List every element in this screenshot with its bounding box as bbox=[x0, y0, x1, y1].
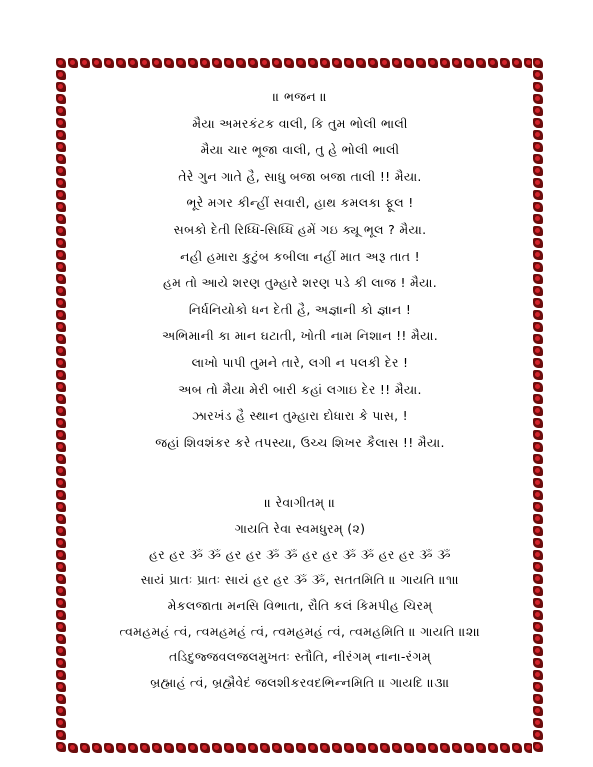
border-ornament-icon bbox=[55, 297, 67, 309]
border-ornament-icon bbox=[532, 573, 544, 585]
border-ornament-icon bbox=[139, 57, 151, 69]
border-ornament-icon bbox=[532, 225, 544, 237]
border-ornament-icon bbox=[55, 333, 67, 345]
border-ornament-icon bbox=[55, 705, 67, 717]
decorative-border-left bbox=[55, 57, 67, 754]
border-ornament-icon bbox=[532, 321, 544, 333]
revagitam-line: સાયં પ્રાતઃ પ્રાતઃ સાયં હર હર ૐ ૐ, સતતમિતિ ॥ ગાયતિ ॥૧॥ bbox=[140, 572, 460, 588]
border-ornament-icon bbox=[532, 273, 544, 285]
border-ornament-icon bbox=[55, 441, 67, 453]
border-ornament-icon bbox=[55, 597, 67, 609]
border-ornament-icon bbox=[55, 657, 67, 669]
border-ornament-icon bbox=[379, 57, 391, 69]
bhajan-line: તેરે ગુન ગાતે હૈ, સાધુ બજા બજા તાલી !! મૈયા. bbox=[178, 168, 422, 184]
border-ornament-icon bbox=[415, 57, 427, 69]
border-ornament-icon bbox=[532, 117, 544, 129]
border-ornament-icon bbox=[55, 729, 67, 741]
border-ornament-icon bbox=[55, 609, 67, 621]
decorative-border-top bbox=[55, 57, 544, 69]
border-ornament-icon bbox=[55, 741, 67, 753]
border-ornament-icon bbox=[532, 393, 544, 405]
border-ornament-icon bbox=[532, 69, 544, 81]
border-ornament-icon bbox=[415, 742, 427, 754]
border-ornament-icon bbox=[55, 549, 67, 561]
border-ornament-icon bbox=[55, 465, 67, 477]
border-ornament-icon bbox=[532, 513, 544, 525]
border-ornament-icon bbox=[175, 742, 187, 754]
border-ornament-icon bbox=[532, 633, 544, 645]
border-ornament-icon bbox=[55, 321, 67, 333]
section-spacer bbox=[80, 456, 520, 490]
border-ornament-icon bbox=[427, 742, 439, 754]
border-ornament-icon bbox=[55, 129, 67, 141]
border-ornament-icon bbox=[115, 742, 127, 754]
bhajan-line: હમ તો આયે શરણ તુમ્હારે શરણ પડે કી લાજ ! મૈયા. bbox=[162, 275, 438, 291]
border-ornament-icon bbox=[175, 57, 187, 69]
border-ornament-icon bbox=[463, 742, 475, 754]
border-ornament-icon bbox=[55, 57, 67, 69]
border-ornament-icon bbox=[532, 165, 544, 177]
border-ornament-icon bbox=[532, 153, 544, 165]
border-ornament-icon bbox=[307, 742, 319, 754]
border-ornament-icon bbox=[439, 742, 451, 754]
border-ornament-icon bbox=[91, 742, 103, 754]
border-ornament-icon bbox=[532, 201, 544, 213]
border-ornament-icon bbox=[532, 525, 544, 537]
border-ornament-icon bbox=[532, 657, 544, 669]
border-ornament-icon bbox=[532, 249, 544, 261]
border-ornament-icon bbox=[532, 441, 544, 453]
border-ornament-icon bbox=[532, 345, 544, 357]
border-ornament-icon bbox=[271, 742, 283, 754]
revagitam-subtitle: ગાયતિ રેવા સ્વમધુરમ્ (૨) bbox=[234, 521, 366, 536]
border-ornament-icon bbox=[343, 742, 355, 754]
border-ornament-icon bbox=[151, 57, 163, 69]
border-ornament-icon bbox=[367, 57, 379, 69]
border-ornament-icon bbox=[55, 453, 67, 465]
border-ornament-icon bbox=[487, 742, 499, 754]
border-ornament-icon bbox=[532, 489, 544, 501]
border-ornament-icon bbox=[319, 742, 331, 754]
border-ornament-icon bbox=[55, 405, 67, 417]
border-ornament-icon bbox=[532, 381, 544, 393]
border-ornament-icon bbox=[532, 105, 544, 117]
border-ornament-icon bbox=[532, 333, 544, 345]
border-ornament-icon bbox=[55, 177, 67, 189]
border-ornament-icon bbox=[532, 681, 544, 693]
border-ornament-icon bbox=[163, 57, 175, 69]
revagitam-section bbox=[80, 490, 520, 696]
border-ornament-icon bbox=[532, 285, 544, 297]
bhajan-line: ઝારખંડ હૈ સ્થાન તુમ્હારા દોધારા કે પાસ, ! bbox=[192, 408, 408, 424]
border-ornament-icon bbox=[55, 117, 67, 129]
border-ornament-icon bbox=[55, 225, 67, 237]
border-ornament-icon bbox=[532, 585, 544, 597]
border-ornament-icon bbox=[55, 537, 67, 549]
border-ornament-icon bbox=[532, 189, 544, 201]
border-ornament-icon bbox=[271, 57, 283, 69]
border-ornament-icon bbox=[55, 573, 67, 585]
border-ornament-icon bbox=[532, 57, 544, 69]
border-ornament-icon bbox=[532, 141, 544, 153]
border-ornament-icon bbox=[259, 742, 271, 754]
border-ornament-icon bbox=[439, 57, 451, 69]
border-ornament-icon bbox=[247, 742, 259, 754]
border-ornament-icon bbox=[532, 453, 544, 465]
bhajan-line: ભૂરે મગર કીન્હીં સવારી, હાથ કમલકા ફૂલ ! bbox=[186, 195, 414, 211]
border-ornament-icon bbox=[427, 57, 439, 69]
border-ornament-icon bbox=[55, 681, 67, 693]
border-ornament-icon bbox=[55, 153, 67, 165]
border-ornament-icon bbox=[511, 57, 523, 69]
border-ornament-icon bbox=[55, 213, 67, 225]
decorative-border-right bbox=[532, 57, 544, 754]
revagitam-line: બ્રહ્માહં ત્વં, બ્રહ્મૈવેદં જલશીકરવદભિન્નમિતિ ॥ ગાયદિ ॥૩॥ bbox=[150, 675, 450, 691]
border-ornament-icon bbox=[532, 669, 544, 681]
border-ornament-icon bbox=[532, 705, 544, 717]
border-ornament-icon bbox=[55, 669, 67, 681]
border-ornament-icon bbox=[127, 742, 139, 754]
border-ornament-icon bbox=[55, 393, 67, 405]
border-ornament-icon bbox=[511, 742, 523, 754]
border-ornament-icon bbox=[55, 633, 67, 645]
decorative-border-bottom bbox=[55, 742, 544, 754]
border-ornament-icon bbox=[532, 729, 544, 741]
border-ornament-icon bbox=[532, 465, 544, 477]
border-ornament-icon bbox=[532, 237, 544, 249]
border-ornament-icon bbox=[487, 57, 499, 69]
border-ornament-icon bbox=[532, 261, 544, 273]
border-ornament-icon bbox=[139, 742, 151, 754]
border-ornament-icon bbox=[55, 417, 67, 429]
bhajan-line: સબકો દેતી રિધ્ધિ-સિધ્ધિ હમેં ગઇ ક્યૂ ભૂલ ? મૈયા. bbox=[173, 221, 427, 237]
border-ornament-icon bbox=[115, 57, 127, 69]
border-ornament-icon bbox=[451, 742, 463, 754]
border-ornament-icon bbox=[163, 742, 175, 754]
border-ornament-icon bbox=[403, 57, 415, 69]
border-ornament-icon bbox=[55, 513, 67, 525]
border-ornament-icon bbox=[499, 742, 511, 754]
border-ornament-icon bbox=[55, 561, 67, 573]
border-ornament-icon bbox=[55, 93, 67, 105]
border-ornament-icon bbox=[532, 213, 544, 225]
border-ornament-icon bbox=[55, 381, 67, 393]
border-ornament-icon bbox=[532, 297, 544, 309]
border-ornament-icon bbox=[532, 717, 544, 729]
border-ornament-icon bbox=[211, 742, 223, 754]
border-ornament-icon bbox=[127, 57, 139, 69]
border-ornament-icon bbox=[532, 621, 544, 633]
border-ornament-icon bbox=[91, 57, 103, 69]
border-ornament-icon bbox=[403, 742, 415, 754]
border-ornament-icon bbox=[532, 477, 544, 489]
border-ornament-icon bbox=[532, 537, 544, 549]
bhajan-heading: ॥ ભજન ॥ bbox=[272, 89, 328, 104]
bhajan-section bbox=[80, 84, 520, 456]
border-ornament-icon bbox=[55, 345, 67, 357]
border-ornament-icon bbox=[55, 489, 67, 501]
border-ornament-icon bbox=[103, 742, 115, 754]
border-ornament-icon bbox=[532, 693, 544, 705]
border-ornament-icon bbox=[475, 742, 487, 754]
document-body bbox=[80, 84, 520, 696]
bhajan-line: અભિમાની કા માન ઘટાતી, ખોતી નામ નિશાન !! મૈયા. bbox=[161, 328, 439, 344]
border-ornament-icon bbox=[532, 597, 544, 609]
border-ornament-icon bbox=[532, 609, 544, 621]
border-ornament-icon bbox=[55, 69, 67, 81]
border-ornament-icon bbox=[55, 141, 67, 153]
bhajan-line: લાખો પાપી તુમને તારે, લગી ન પલકી દેર ! bbox=[191, 354, 409, 370]
border-ornament-icon bbox=[355, 742, 367, 754]
border-ornament-icon bbox=[532, 429, 544, 441]
border-ornament-icon bbox=[55, 501, 67, 513]
bhajan-line: નિર્ધનિયોકો ધન દેતી હૈ, અજ્ઞાની કો જ્ઞાન ! bbox=[188, 301, 412, 317]
border-ornament-icon bbox=[532, 129, 544, 141]
border-ornament-icon bbox=[103, 57, 115, 69]
border-ornament-icon bbox=[55, 261, 67, 273]
border-ornament-icon bbox=[223, 742, 235, 754]
border-ornament-icon bbox=[532, 741, 544, 753]
border-ornament-icon bbox=[211, 57, 223, 69]
border-ornament-icon bbox=[55, 369, 67, 381]
border-ornament-icon bbox=[55, 477, 67, 489]
border-ornament-icon bbox=[532, 549, 544, 561]
border-ornament-icon bbox=[532, 93, 544, 105]
border-ornament-icon bbox=[55, 105, 67, 117]
border-ornament-icon bbox=[199, 742, 211, 754]
border-ornament-icon bbox=[187, 57, 199, 69]
border-ornament-icon bbox=[499, 57, 511, 69]
border-ornament-icon bbox=[379, 742, 391, 754]
border-ornament-icon bbox=[295, 57, 307, 69]
border-ornament-icon bbox=[187, 742, 199, 754]
border-ornament-icon bbox=[343, 57, 355, 69]
border-ornament-icon bbox=[55, 189, 67, 201]
border-ornament-icon bbox=[55, 309, 67, 321]
border-ornament-icon bbox=[55, 357, 67, 369]
border-ornament-icon bbox=[55, 237, 67, 249]
border-ornament-icon bbox=[247, 57, 259, 69]
border-ornament-icon bbox=[331, 742, 343, 754]
revagitam-line: તડિદુજ્જવલજલમુખતઃ સ્તૌતિ, નીરંગમ્ નાના-રંગમ્ bbox=[169, 649, 431, 665]
border-ornament-icon bbox=[55, 693, 67, 705]
border-ornament-icon bbox=[55, 645, 67, 657]
border-ornament-icon bbox=[391, 742, 403, 754]
border-ornament-icon bbox=[463, 57, 475, 69]
border-ornament-icon bbox=[55, 273, 67, 285]
bhajan-line: નહી હમારા કુટુંબ કબીલા નહીં માત અરૂ તાત ! bbox=[180, 248, 420, 264]
border-ornament-icon bbox=[532, 309, 544, 321]
border-ornament-icon bbox=[532, 645, 544, 657]
border-ornament-icon bbox=[79, 57, 91, 69]
border-ornament-icon bbox=[367, 742, 379, 754]
border-ornament-icon bbox=[55, 525, 67, 537]
border-ornament-icon bbox=[55, 429, 67, 441]
border-ornament-icon bbox=[67, 742, 79, 754]
revagitam-line: ત્વમહમહં ત્વં, ત્વમહમહં ત્વં, ત્વમહમહં ત્વં, ત્વમહમિતિ ॥ ગાયતિ ॥૨॥ bbox=[119, 623, 481, 639]
border-ornament-icon bbox=[451, 57, 463, 69]
border-ornament-icon bbox=[55, 585, 67, 597]
border-ornament-icon bbox=[532, 81, 544, 93]
border-ornament-icon bbox=[532, 369, 544, 381]
border-ornament-icon bbox=[235, 57, 247, 69]
border-ornament-icon bbox=[532, 561, 544, 573]
border-ornament-icon bbox=[532, 177, 544, 189]
border-ornament-icon bbox=[532, 501, 544, 513]
border-ornament-icon bbox=[283, 742, 295, 754]
border-ornament-icon bbox=[67, 57, 79, 69]
border-ornament-icon bbox=[319, 57, 331, 69]
bhajan-line: મૈયા અમરકંટક વાલી, કિ તુમ ભોલી ભાલી bbox=[192, 115, 408, 131]
border-ornament-icon bbox=[259, 57, 271, 69]
border-ornament-icon bbox=[475, 57, 487, 69]
border-ornament-icon bbox=[79, 742, 91, 754]
border-ornament-icon bbox=[55, 621, 67, 633]
border-ornament-icon bbox=[391, 57, 403, 69]
border-ornament-icon bbox=[283, 57, 295, 69]
border-ornament-icon bbox=[151, 742, 163, 754]
border-ornament-icon bbox=[55, 165, 67, 177]
border-ornament-icon bbox=[55, 717, 67, 729]
revagitam-heading: ॥ રેવાગીતમ્ ॥ bbox=[264, 495, 336, 511]
bhajan-line: જહાં શિવશંકર કરે તપસ્યા, ઉચ્ચ શિખર કૈલાસ !! મૈયા. bbox=[155, 434, 445, 450]
border-ornament-icon bbox=[307, 57, 319, 69]
border-ornament-icon bbox=[532, 417, 544, 429]
border-ornament-icon bbox=[355, 57, 367, 69]
border-ornament-icon bbox=[235, 742, 247, 754]
bhajan-line: અબ તો મૈયા મેરી બારી કહાં લગાઇ દેર !! મૈયા. bbox=[178, 381, 422, 397]
revagitam-line: મેકલજાતા મનસિ વિભાતા, રૌતિ કલં કિમપીહ ચિરમ્ bbox=[167, 598, 433, 614]
border-ornament-icon bbox=[295, 742, 307, 754]
border-ornament-icon bbox=[55, 201, 67, 213]
revagitam-line: હર હર ૐ ૐ હર હર ૐ ૐ હર હર ૐ ૐ હર હર ૐ ૐ bbox=[149, 546, 451, 562]
border-ornament-icon bbox=[331, 57, 343, 69]
border-ornament-icon bbox=[199, 57, 211, 69]
border-ornament-icon bbox=[55, 249, 67, 261]
border-ornament-icon bbox=[532, 405, 544, 417]
border-ornament-icon bbox=[55, 285, 67, 297]
bhajan-line: મૈયા ચાર ભૂજા વાલી, તુ હે ભોલી ભાલી bbox=[200, 142, 400, 158]
border-ornament-icon bbox=[532, 357, 544, 369]
border-ornament-icon bbox=[223, 57, 235, 69]
border-ornament-icon bbox=[55, 81, 67, 93]
